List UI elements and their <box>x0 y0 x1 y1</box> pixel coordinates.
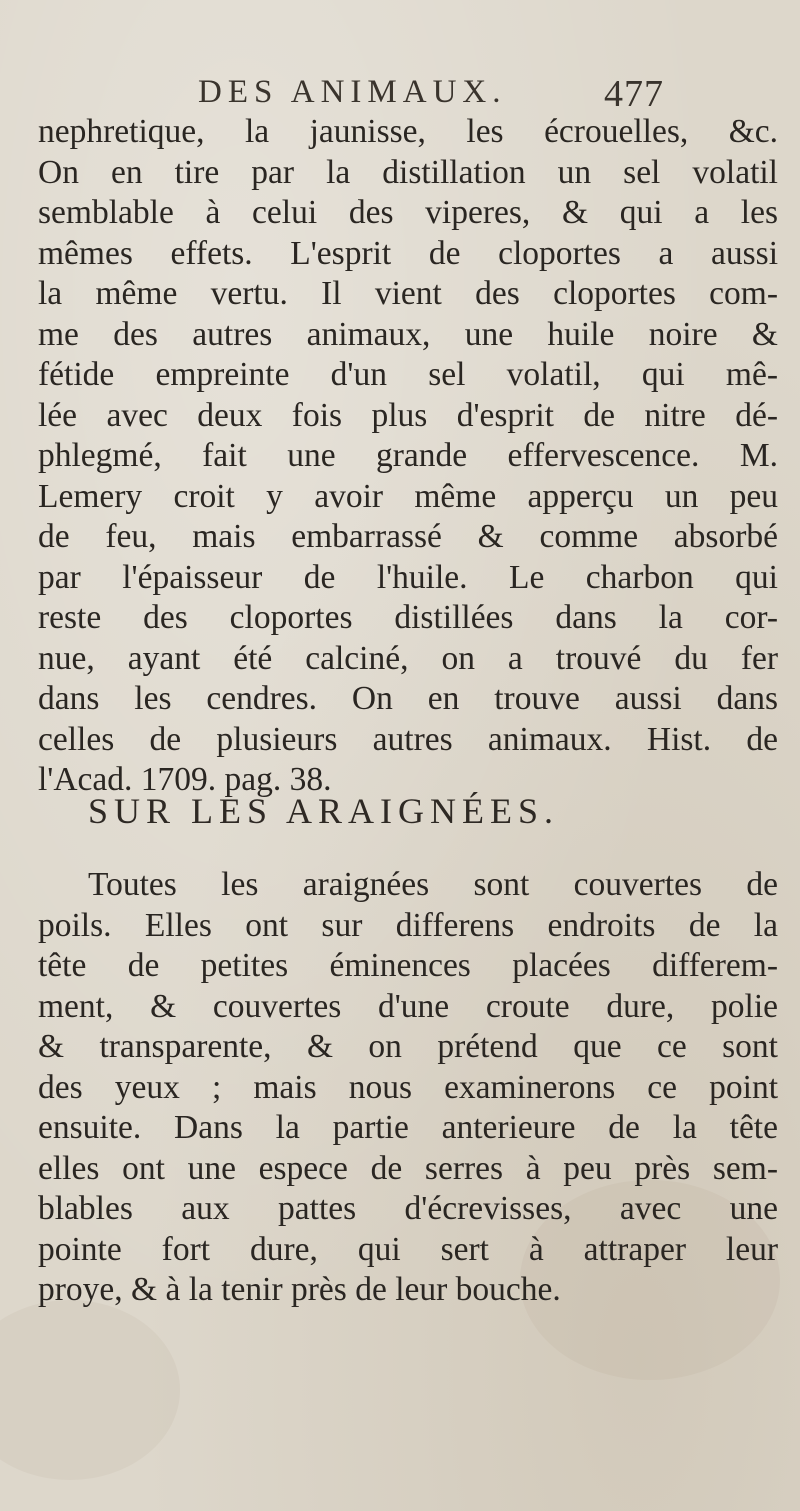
text-line: l'Acad. 1709. pag. 38. <box>38 761 332 798</box>
text-line: semblable à celui des viperes, & qui a les <box>38 194 778 231</box>
text-line: pointe fort dure, qui sert à attraper leur <box>38 1230 778 1268</box>
text-line: me des autres animaux, une huile noire & <box>38 315 778 353</box>
text-line: poils. Elles ont sur differens endroits de la <box>38 906 778 944</box>
text-line: proye, & à la tenir près de leur bouche. <box>38 1271 561 1308</box>
text-line: dans les cendres. On en trouve aussi dans <box>38 680 778 717</box>
text-line: lée avec deux fois plus d'esprit de nitre dé- <box>38 396 778 434</box>
text-line: On en tire par la distillation un sel volatil <box>38 153 778 191</box>
page-number: 477 <box>604 73 664 115</box>
text-line: & transparente, & on prétend que ce sont <box>38 1028 778 1065</box>
text-line: nephretique, la jaunisse, les écrouelles, &c. <box>38 113 778 150</box>
text-line: par l'épaisseur de l'huile. Le charbon qui <box>38 558 778 596</box>
running-head-title: DES ANIMAUX. <box>198 74 507 110</box>
text-line: ensuite. Dans la partie anterieure de la tête <box>38 1109 778 1146</box>
text-line: tête de petites éminences placées differem- <box>38 947 778 984</box>
text-line: elles ont une espece de serres à peu près sem- <box>38 1149 778 1187</box>
text-line: reste des cloportes distillées dans la cor- <box>38 599 778 636</box>
text-line: blables aux pattes d'écrevisses, avec une <box>38 1190 778 1227</box>
text-line: Lemery croit y avoir même apperçu un peu <box>38 477 778 515</box>
text-line: Toutes les araignées sont couvertes de <box>88 866 778 903</box>
section-heading: SUR LES ARAIGNÉES. <box>88 791 560 831</box>
text-line: ment, & couvertes d'une croute dure, polie <box>38 987 778 1025</box>
text-line: de feu, mais embarrassé & comme absorbé <box>38 518 778 555</box>
text-line: mêmes effets. L'esprit de cloportes a aussi <box>38 234 778 272</box>
text-line: celles de plusieurs autres animaux. Hist. de <box>38 720 778 758</box>
text-line: phlegmé, fait une grande effervescence. M. <box>38 437 778 474</box>
paragraph-araignees <box>38 865 778 1311</box>
text-line: nue, ayant été calciné, on a trouvé du fer <box>38 639 778 677</box>
paragraph-cloportes <box>38 112 778 801</box>
running-head <box>0 72 800 116</box>
text-line: la même vertu. Il vient des cloportes com- <box>38 275 778 312</box>
paper-stain <box>0 1300 180 1480</box>
text-line: des yeux ; mais nous examinerons ce point <box>38 1068 778 1106</box>
text-line: fétide empreinte d'un sel volatil, qui mê- <box>38 356 778 393</box>
